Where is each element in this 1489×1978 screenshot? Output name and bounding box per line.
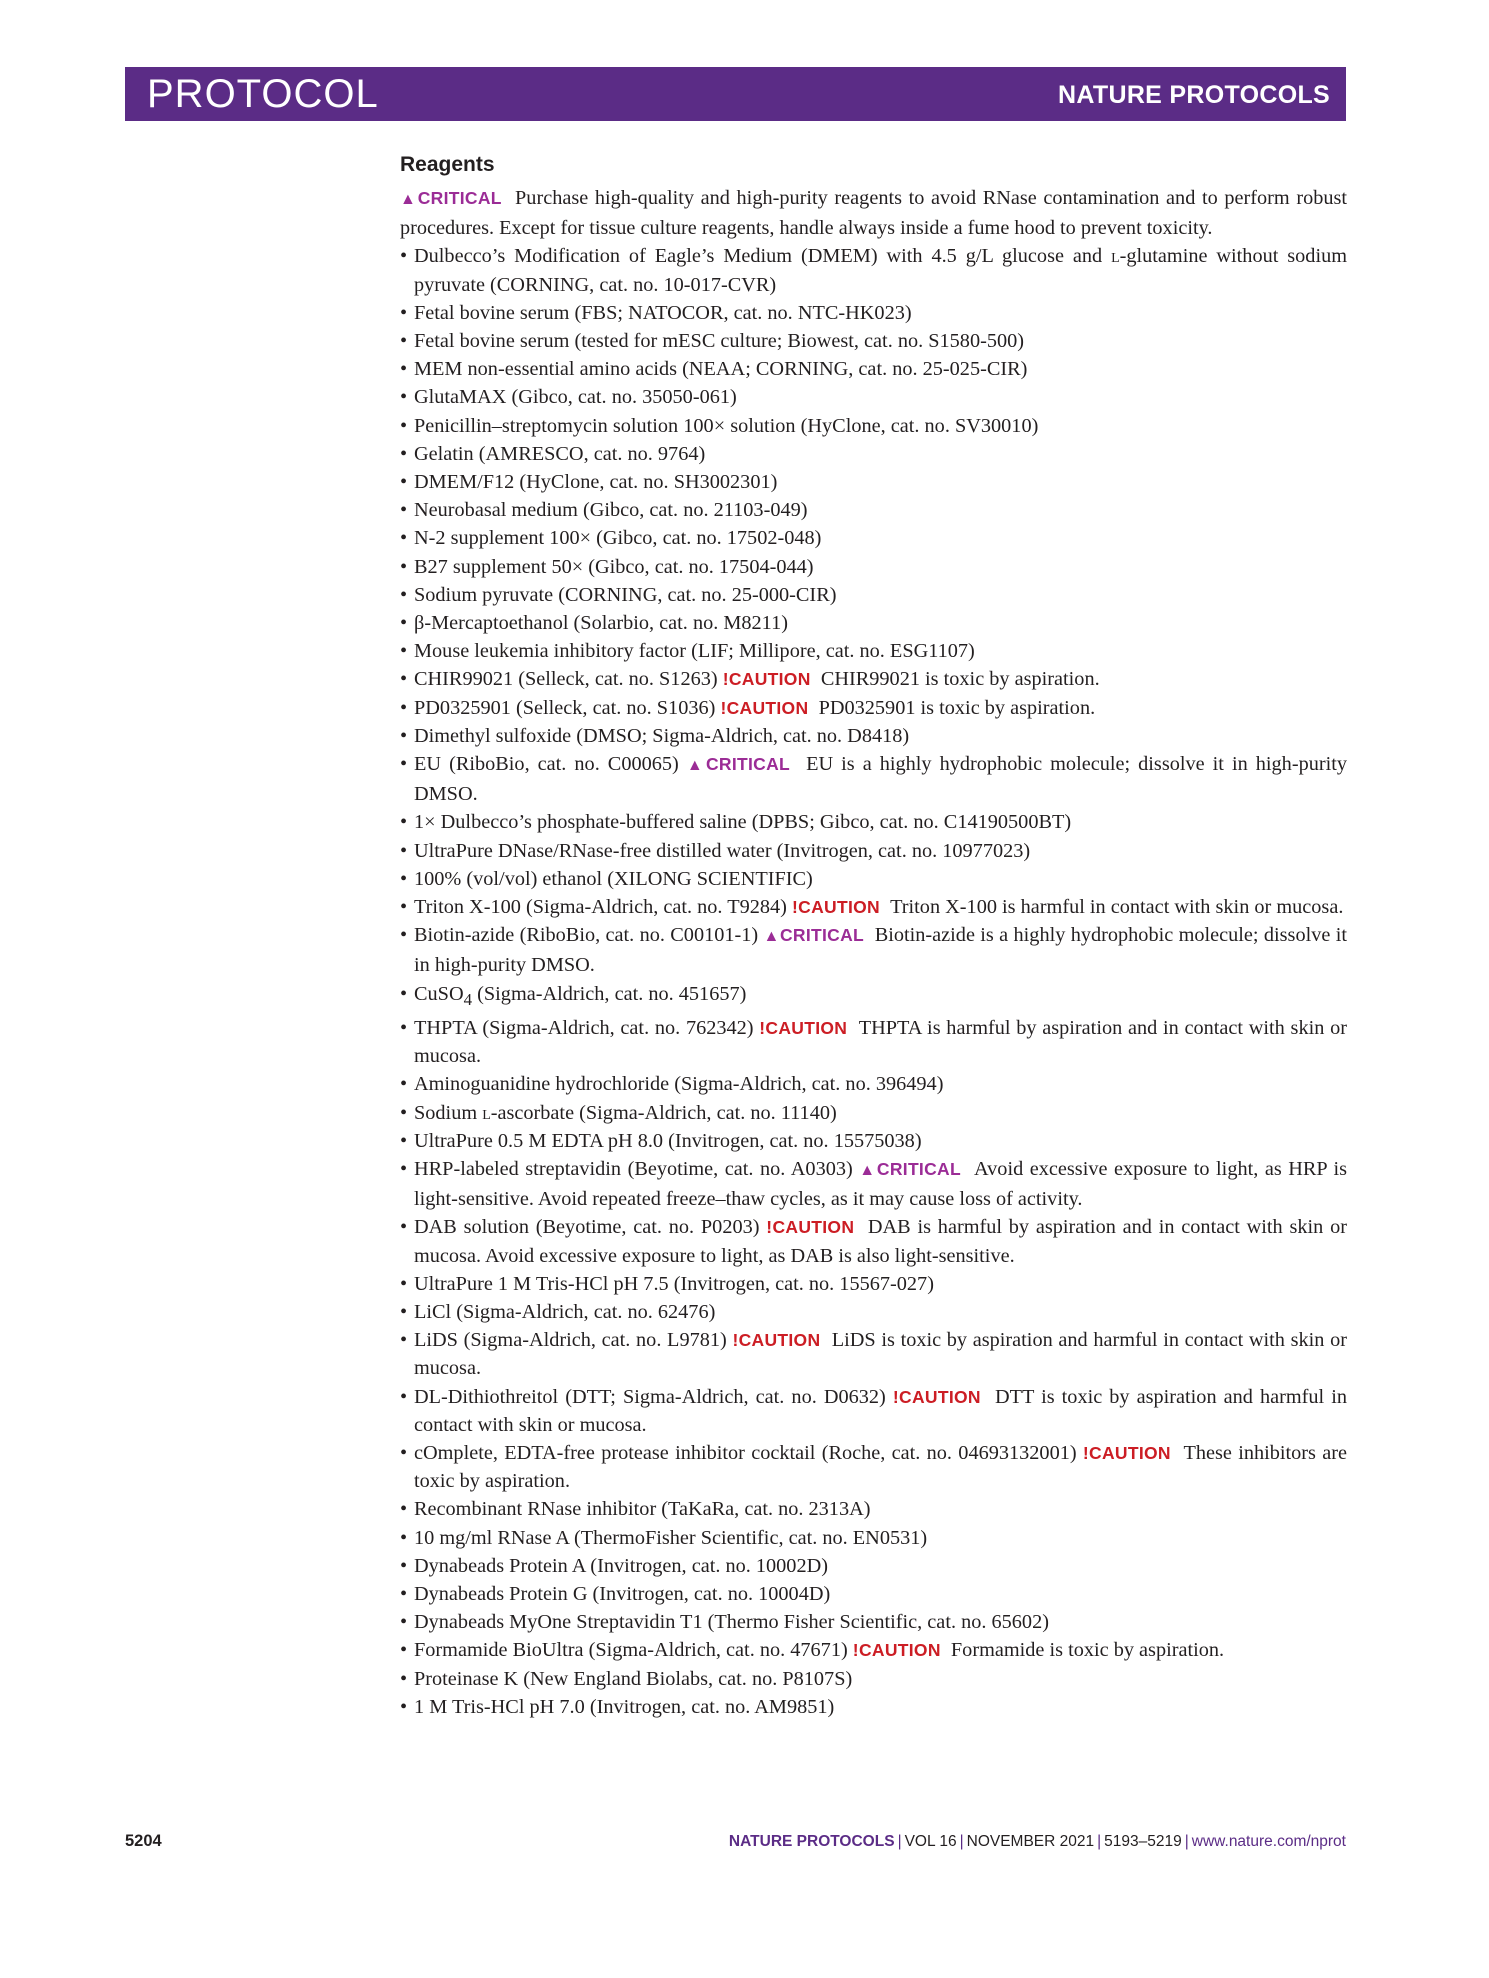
critical-tag: ▲CRITICAL — [859, 1158, 961, 1179]
footer-volume: VOL 16 — [904, 1833, 957, 1850]
list-item: • Sodium pyruvate (CORNING, cat. no. 25-000-CIR) — [400, 583, 837, 606]
list-item: • Recombinant RNase inhibitor (TaKaRa, cat. no. 2313A) — [400, 1498, 871, 1521]
main-content — [400, 152, 1347, 1721]
list-item: • 1× Dulbecco’s phosphate-buffered saline (DPBS; Gibco, cat. no. C14190500BT) — [400, 811, 1072, 834]
reagent-list — [400, 242, 1347, 1721]
critical-tag: ▲CRITICAL — [400, 188, 502, 208]
caution-tag: !CAUTION — [722, 669, 811, 690]
list-item: • DAB solution (Beyotime, cat. no. P0203) !CAUTION DAB is harmful by aspiration and in contact with skin or mucosa. Avoid excessive exposure to light, as DAB is also light-sensitive. — [400, 1216, 1347, 1267]
list-item: • UltraPure 0.5 M EDTA pH 8.0 (Invitrogen, cat. no. 15575038) — [400, 1129, 922, 1152]
list-item: • LiDS (Sigma-Aldrich, cat. no. L9781) !CAUTION LiDS is toxic by aspiration and harmful in contact with skin or mucosa. — [400, 1329, 1347, 1380]
footer-date: NOVEMBER 2021 — [966, 1833, 1095, 1850]
header-section-label: PROTOCOL — [147, 72, 379, 116]
critical-triangle-icon: ▲ — [859, 1161, 877, 1179]
list-item: • EU (RiboBio, cat. no. C00065) ▲CRITICAL EU is a highly hydrophobic molecule; dissolve it in high-purity DMSO. — [400, 753, 1348, 806]
list-item: • Neurobasal medium (Gibco, cat. no. 21103-049) — [400, 499, 808, 522]
list-item: • LiCl (Sigma-Aldrich, cat. no. 62476) — [400, 1300, 716, 1323]
caution-tag: !CAUTION — [792, 897, 880, 918]
caution-tag: !CAUTION — [852, 1640, 941, 1661]
header-journal-name: NATURE PROTOCOLS — [1058, 81, 1330, 109]
list-item: • DL-Dithiothreitol (DTT; Sigma-Aldrich, cat. no. D0632) !CAUTION DTT is toxic by aspiration and harmful in contact with skin or mucosa. — [400, 1385, 1348, 1436]
intro-critical-note — [400, 184, 1347, 242]
caution-tag: !CAUTION — [732, 1330, 821, 1351]
list-item: • Dulbecco’s Modification of Eagle’s Medium (DMEM) with 4.5 g/L glucose and l-glutamine without sodium pyruvate (CORNING, cat. no. 10-017-CVR) — [400, 245, 1347, 296]
caution-tag: !CAUTION — [720, 697, 809, 718]
list-item: • Sodium l-ascorbate (Sigma-Aldrich, cat. no. 11140) — [400, 1101, 837, 1124]
list-item: • Fetal bovine serum (tested for mESC culture; Biowest, cat. no. S1580-500) — [400, 330, 1025, 353]
list-item: • UltraPure DNase/RNase-free distilled water (Invitrogen, cat. no. 10977023) — [400, 839, 1031, 862]
list-item: • MEM non-essential amino acids (NEAA; CORNING, cat. no. 25-025-CIR) — [400, 358, 1028, 381]
page-number: 5204 — [125, 1832, 162, 1850]
list-item: • Biotin-azide (RiboBio, cat. no. C00101-1) ▲CRITICAL Biotin-azide is a highly hydrophobic molecule; dissolve it in high-purity DMSO. — [400, 924, 1347, 977]
list-item: • Proteinase K (New England Biolabs, cat. no. P8107S) — [400, 1667, 853, 1690]
list-item: • N-2 supplement 100× (Gibco, cat. no. 17502-048) — [400, 527, 822, 550]
list-item: • Dynabeads MyOne Streptavidin T1 (Thermo Fisher Scientific, cat. no. 65602) — [400, 1611, 1049, 1634]
list-item: • Gelatin (AMRESCO, cat. no. 9764) — [400, 442, 706, 465]
list-item: • Fetal bovine serum (FBS; NATOCOR, cat. no. NTC-HK023) — [400, 301, 912, 324]
list-item: • Dimethyl sulfoxide (DMSO; Sigma-Aldrich, cat. no. D8418) — [400, 724, 910, 747]
caution-tag: !CAUTION — [892, 1386, 981, 1407]
list-item: • PD0325901 (Selleck, cat. no. S1036) !CAUTION PD0325901 is toxic by aspiration. — [400, 696, 1096, 719]
footer-citation: NATURE PROTOCOLS | VOL 16 | NOVEMBER 2021 | 5193–5219 | www.nature.com/nprot — [728, 1833, 1346, 1850]
list-item: • 100% (vol/vol) ethanol (XILONG SCIENTIFIC) — [400, 867, 813, 890]
list-item: • 10 mg/ml RNase A (ThermoFisher Scientific, cat. no. EN0531) — [400, 1526, 928, 1549]
critical-triangle-icon: ▲ — [763, 928, 780, 946]
list-item: • DMEM/F12 (HyClone, cat. no. SH3002301) — [400, 471, 778, 494]
list-item: • THPTA (Sigma-Aldrich, cat. no. 762342) !CAUTION THPTA is harmful by aspiration and in contact with skin or mucosa. — [400, 1016, 1347, 1068]
header-bar — [125, 67, 1346, 121]
caution-tag: !CAUTION — [766, 1217, 855, 1238]
list-item: • Dynabeads Protein G (Invitrogen, cat. no. 10004D) — [400, 1583, 831, 1605]
caution-tag: !CAUTION — [1082, 1442, 1171, 1463]
list-item: • B27 supplement 50× (Gibco, cat. no. 17504-044) — [400, 555, 814, 578]
list-item: • Penicillin–streptomycin solution 100× solution (HyClone, cat. no. SV30010) — [400, 414, 1039, 437]
list-item: • GlutaMAX (Gibco, cat. no. 35050-061) — [400, 386, 737, 409]
list-item: • CHIR99021 (Selleck, cat. no. S1263) !CAUTION CHIR99021 is toxic by aspiration. — [400, 668, 1100, 691]
critical-triangle-icon: ▲ — [400, 191, 418, 208]
list-item: • Aminoguanidine hydrochloride (Sigma-Aldrich, cat. no. 396494) — [400, 1073, 944, 1096]
list-item: • Dynabeads Protein A (Invitrogen, cat. no. 10002D) — [400, 1554, 828, 1577]
footer-pages: 5193–5219 — [1104, 1833, 1182, 1850]
critical-tag: ▲CRITICAL — [763, 925, 864, 946]
list-item: • cOmplete, EDTA-free protease inhibitor cocktail (Roche, cat. no. 04693132001) !CAUTION These inhibitors are toxic by aspiration. — [400, 1441, 1347, 1493]
list-item: • Formamide BioUltra (Sigma-Aldrich, cat. no. 47671) !CAUTION Formamide is toxic by aspiration. — [400, 1639, 1225, 1662]
list-item: • Triton X-100 (Sigma-Aldrich, cat. no. T9284) !CAUTION Triton X-100 is harmful in contact with skin or mucosa. — [400, 896, 1344, 919]
critical-triangle-icon: ▲ — [686, 757, 706, 775]
list-item: • 1 M Tris-HCl pH 7.0 (Invitrogen, cat. no. AM9851) — [400, 1695, 835, 1718]
list-item: • HRP-labeled streptavidin (Beyotime, cat. no. A0303) ▲CRITICAL Avoid excessive exposure to light, as HRP is light-sensitive. Avoid repeated freeze–thaw cycles, as it may cause loss of activity. — [400, 1157, 1348, 1211]
list-item: • β-Mercaptoethanol (Solarbio, cat. no. M8211) — [400, 612, 788, 635]
list-item: • Mouse leukemia inhibitory factor (LIF; Millipore, cat. no. ESG1107) — [400, 640, 975, 663]
caution-tag: !CAUTION — [759, 1017, 848, 1038]
critical-tag: ▲CRITICAL — [686, 754, 790, 775]
section-title: Reagents — [400, 153, 495, 176]
list-item: • CuSO$_4$ (Sigma-Aldrich, cat. no. 451657) — [400, 982, 747, 1009]
footer-url-link[interactable]: www.nature.com/nprot — [1191, 1833, 1346, 1850]
intro-text: Purchase high-quality and high-purity reagents to avoid RNase contamination and to perform robust procedures. Except for tissue culture reagents, handle always inside a fume hood to prevent toxicity. — [400, 187, 1348, 240]
footer-journal: NATURE PROTOCOLS — [728, 1833, 895, 1850]
list-item: • UltraPure 1 M Tris-HCl pH 7.5 (Invitrogen, cat. no. 15567-027) — [400, 1272, 934, 1295]
